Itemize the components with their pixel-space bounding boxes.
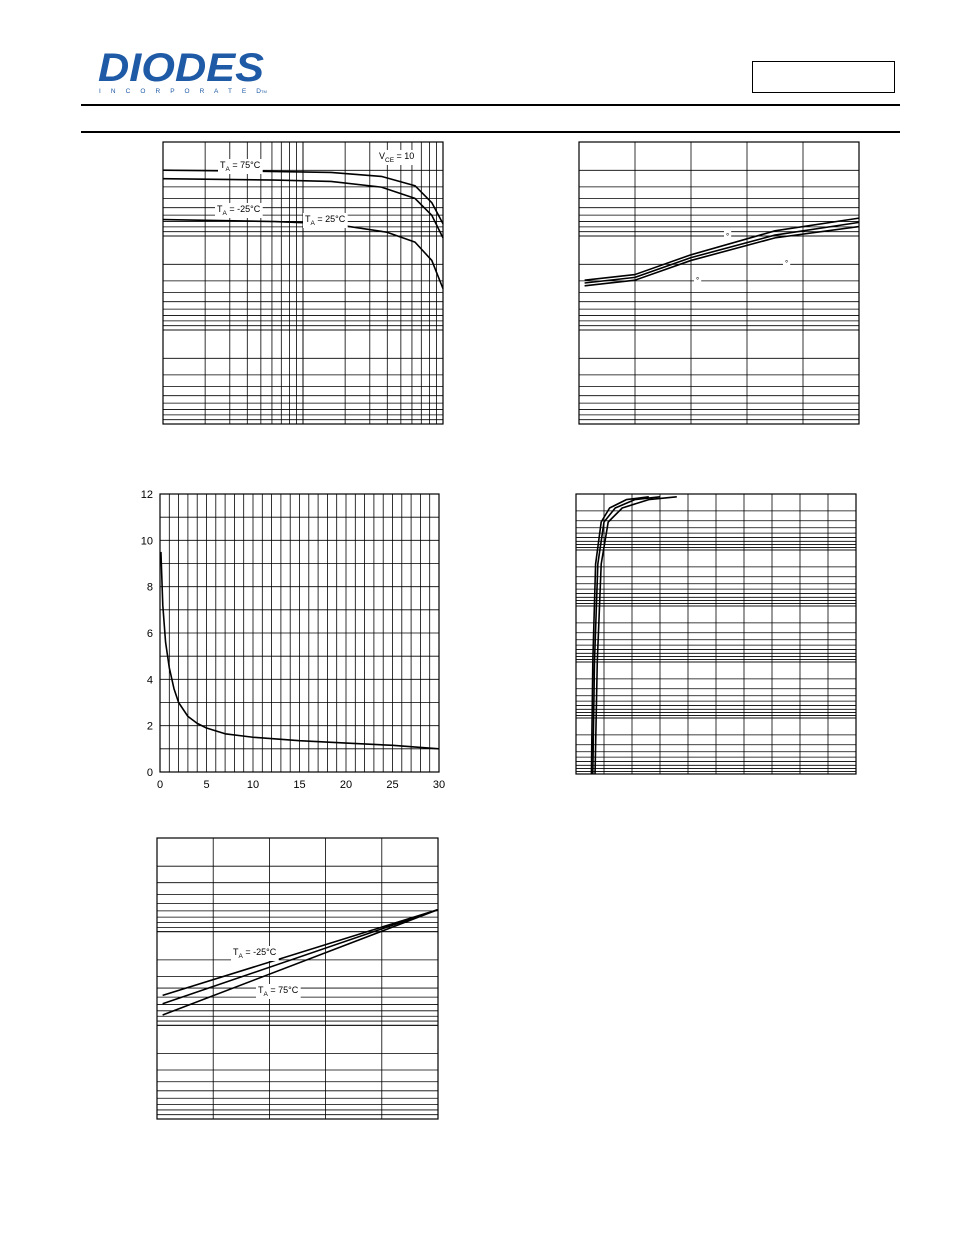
chart-2-plot [579,142,859,424]
chart-2-marker-c: ° [696,276,700,285]
chart-5-plot [157,838,438,1119]
chart-1-plot [163,142,443,424]
chart-4-series-2 [595,497,677,774]
logo-trademark: TM [261,89,267,94]
chart-4-series-0 [591,497,648,774]
chart-4-plot [576,494,856,774]
chart-3-ytick-6: 12 [140,489,153,501]
chart-3-ytick-1: 2 [146,720,153,733]
logo-subtext: I N C O R P O R A T E D [99,88,262,95]
logo-wordmark: DIODES [98,48,265,90]
chart-3-plot [140,489,446,791]
chart-1-ta75-label: $T_A = 75^\circ C$ [220,160,261,173]
chart-3-ytick-2: 4 [146,674,153,687]
chart-2-marker-b: ° [785,259,789,268]
chart-3-xtick-2: 10 [246,779,260,791]
chart-1-vce-label: $V_{CE} = 10$ [379,151,415,164]
chart-3-xtick-5: 25 [386,779,399,791]
chart-5-ta-25-label: $T_A = -25^\circ C$ [233,947,277,960]
chart-3-grid [160,494,439,772]
chart-2-series [585,218,859,286]
chart-3-xtick-4: 20 [339,779,353,791]
chart-1-grid [163,142,443,424]
chart-3-ytick-0: 0 [146,767,153,779]
chart-3-ytick-5: 10 [140,535,153,548]
chart-2-grid [579,142,859,424]
chart-3-xtick-1: 5 [203,779,210,791]
chart-5-series-2 [163,910,438,1015]
chart-2-marker-a: ° [726,232,730,241]
chart-5-ta75-label: $T_A = 75^\circ C$ [258,985,299,998]
chart-3-series [161,552,439,749]
header-rule-top [81,104,900,106]
chart-3-xtick-0: 0 [156,779,164,791]
chart-5-series [163,910,438,1015]
chart-2-frame [579,142,859,424]
part-number-box [752,61,895,93]
chart-3-ytick-4: 8 [146,581,153,594]
chart-5-grid [157,838,438,1119]
chart-1-ta-25-label: $T_A = -25^\circ C$ [217,204,261,217]
chart-3-xtick-6: 30 [432,779,446,791]
diodes-logo-graphic [98,48,270,96]
chart-4-series-1 [593,497,660,774]
chart-1-ta25-label: $T_A = 25^\circ C$ [305,214,346,227]
chart-5-frame [157,838,438,1119]
header-rule-bottom [81,131,900,133]
chart-3-ytick-3: 6 [146,628,153,640]
diodes-logo [98,48,270,96]
chart-2-series-0 [585,227,859,286]
chart-3-series-0 [161,552,439,749]
chart-3-xtick-3: 15 [293,779,306,791]
chart-4-grid [576,494,856,774]
